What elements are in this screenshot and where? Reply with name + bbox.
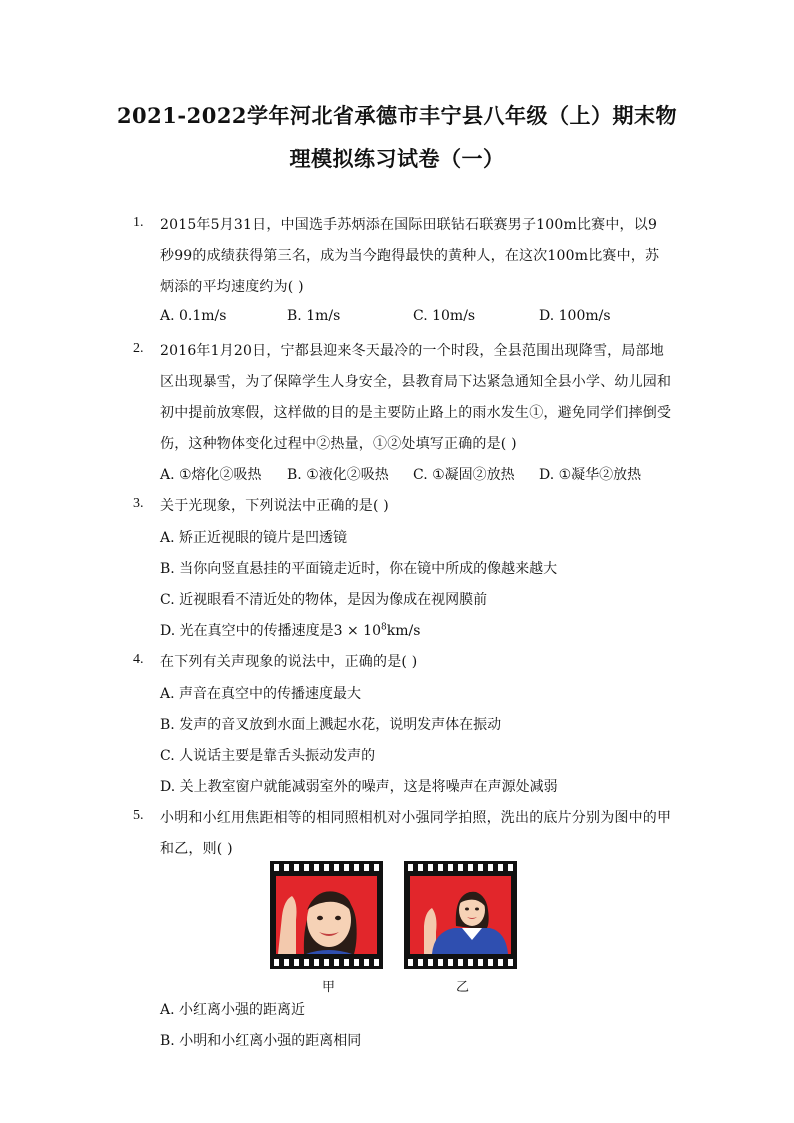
portrait-halfbody-image: [410, 876, 511, 954]
option-b: B. 当你向竖直悬挂的平面镜走近时，你在镜中所成的像越来越大: [160, 561, 558, 577]
question-number: 4.: [133, 652, 144, 667]
question-text-line: 关于光现象，下列说法中正确的是( ): [160, 498, 389, 514]
option-c: C. 10m/s: [413, 308, 476, 324]
question-text-line: 2015年5月31日，中国选手苏炳添在国际田联钻石联赛男子100m比赛中，以9: [160, 217, 658, 233]
question-text-line: 和乙，则( ): [160, 841, 233, 857]
option-a: A. 矫正近视眼的镜片是凹透镜: [160, 530, 348, 546]
question-text-line: 炳添的平均速度约为( ): [160, 279, 304, 295]
question-number: 2.: [133, 341, 144, 356]
option-d-unit: km/s: [386, 623, 421, 639]
option-a: A. 声音在真空中的传播速度最大: [160, 686, 362, 702]
question-text-line: 初中提前放寒假，这样做的目的是主要防止路上的雨水发生①，避免同学们摔倒受: [160, 405, 672, 421]
caption-jia: 甲: [322, 980, 336, 995]
option-b: B. 小明和小红离小强的距离相同: [160, 1033, 362, 1049]
film-perforation: [274, 959, 379, 966]
title-line-2: 理模拟练习试卷（一）: [289, 146, 505, 171]
option-d: [160, 620, 420, 640]
option-a: A. 0.1m/s: [160, 308, 227, 324]
portrait-closeup-figure: [276, 876, 377, 954]
option-d: D. 关上教室窗户就能减弱室外的噪声，这是将噪声在声源处减弱: [160, 779, 558, 795]
option-a: A. ①熔化②吸热: [160, 467, 262, 483]
option-d: D. ①凝华②放热: [539, 467, 642, 483]
film-perforation: [408, 959, 513, 966]
caption-yi: 乙: [456, 980, 470, 995]
option-b: B. ①液化②吸热: [287, 467, 389, 483]
question-text-line: 2016年1月20日，宁都县迎来冬天最冷的一个时段，全县范围出现降雪，局部地: [160, 343, 664, 359]
question-text-line: 区出现暴雪，为了保障学生人身安全，县教育局下达紧急通知全县小学、幼儿园和: [160, 374, 672, 390]
question-text-line: 在下列有关声现象的说法中，正确的是( ): [160, 654, 418, 670]
option-c: C. 人说话主要是靠舌头振动发声的: [160, 748, 376, 764]
option-d-text: D. 光在真空中的传播速度是3 × 10: [160, 623, 381, 639]
question-text-line: 秒99的成绩获得第三名，成为当今跑得最快的黄种人，在这次100m比赛中，苏: [160, 248, 660, 264]
question-number: 1.: [133, 215, 144, 230]
option-a: A. 小红离小强的距离近: [160, 1002, 306, 1018]
title-line-1: 2021-2022学年河北省承德市丰宁县八年级（上）期末物: [116, 103, 678, 128]
question-text-line: 小明和小红用焦距相等的相同照相机对小强同学拍照，洗出的底片分别为图中的甲: [160, 810, 672, 826]
film-perforation: [274, 864, 379, 871]
option-c: C. ①凝固②放热: [413, 467, 515, 483]
question-number: 3.: [133, 496, 144, 511]
question-number: 5.: [133, 808, 144, 823]
film-photo-jia: [270, 861, 383, 969]
option-d: D. 100m/s: [539, 308, 611, 324]
option-b: B. 发声的音叉放到水面上溅起水花，说明发声体在振动: [160, 717, 502, 733]
portrait-closeup-image: [276, 876, 377, 954]
exponent: 8: [380, 622, 387, 633]
film-photo-yi: [404, 861, 517, 969]
portrait-halfbody-figure: [410, 876, 511, 954]
film-perforation: [408, 864, 513, 871]
option-c: C. 近视眼看不清近处的物体，是因为像成在视网膜前: [160, 592, 488, 608]
option-b: B. 1m/s: [287, 308, 341, 324]
question-text-line: 伤，这种物体变化过程中②热量，①②处填写正确的是( ): [160, 436, 517, 452]
